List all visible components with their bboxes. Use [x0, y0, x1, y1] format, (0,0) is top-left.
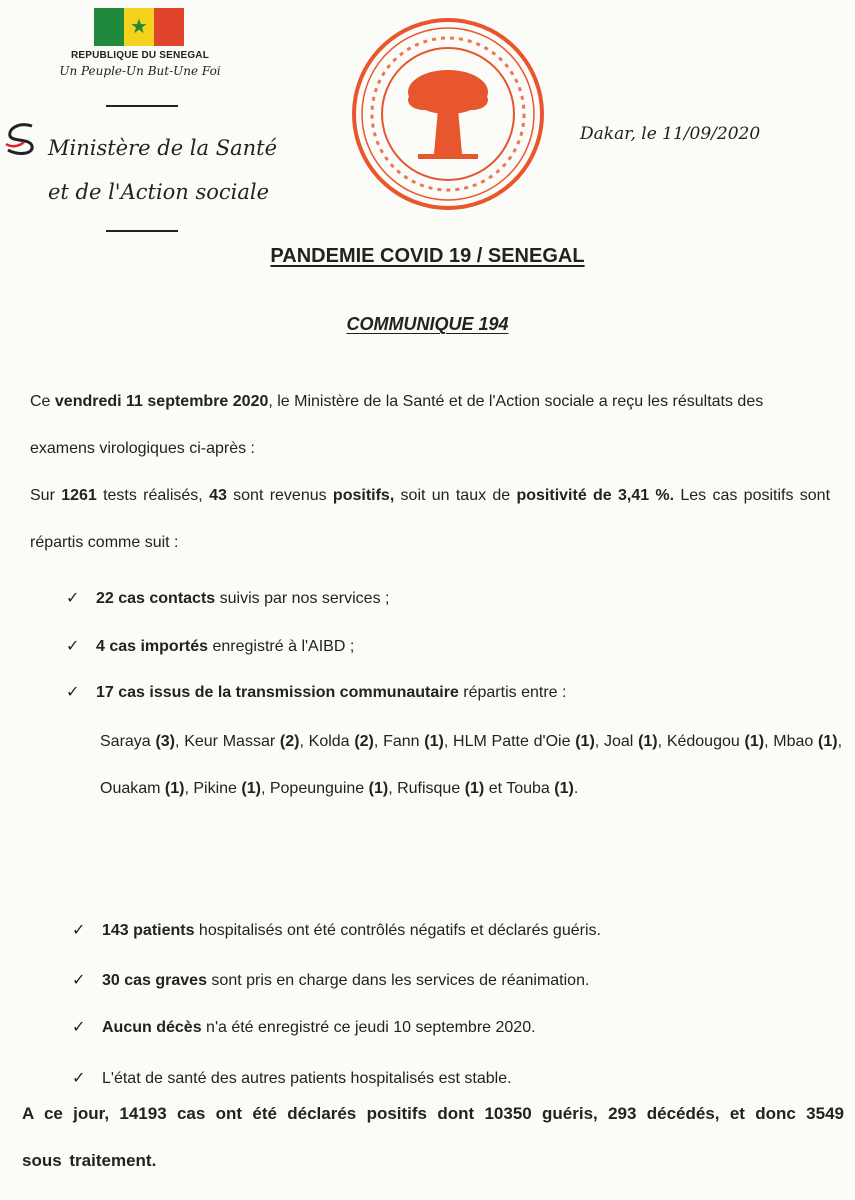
- check-icon: ✓: [66, 636, 80, 655]
- ministry-name: [48, 126, 277, 214]
- location-name: Rufisque: [397, 780, 461, 797]
- location-count: (1): [554, 780, 574, 797]
- location-count: (3): [155, 733, 175, 750]
- location-item: [100, 780, 193, 797]
- check-icon: ✓: [72, 920, 86, 939]
- location-item: [773, 733, 842, 750]
- ministry-logo-icon: [2, 120, 42, 158]
- location-separator: ,: [184, 780, 194, 797]
- bullet-cured-patients: ✓ 143 patients hospitalisés ont été contrôlés négatifs et déclarés guéris.: [72, 918, 601, 943]
- bullet-deaths: ✓ Aucun décès n'a été enregistré ce jeudi 10 septembre 2020.: [72, 1015, 536, 1040]
- location-name: Kolda: [308, 733, 350, 750]
- location-item: [397, 780, 506, 797]
- location-separator: ,: [594, 733, 604, 750]
- check-icon: ✓: [72, 1068, 86, 1087]
- ministry-divider: [106, 230, 178, 232]
- location-item: [604, 733, 667, 750]
- results-paragraph: Sur 1261 tests réalisés, 43 sont revenus positifs, soit un taux de positivité de 3,41 %. Les cas positifs sont répartis comme suit :: [30, 487, 831, 551]
- location-separator: ,: [260, 780, 270, 797]
- senegal-flag: [94, 8, 184, 46]
- location-count: (1): [818, 733, 838, 750]
- location-name: Ouakam: [100, 780, 161, 797]
- location-item: [100, 733, 184, 750]
- ministry-line-2: et de l'Action sociale: [48, 180, 270, 204]
- location-separator: ,: [373, 733, 384, 750]
- bullet-severe-cases: ✓ 30 cas graves sont pris en charge dans les services de réanimation.: [72, 968, 589, 993]
- national-motto: Un Peuple-Un But-Une Foi: [59, 64, 221, 78]
- location-name: Pikine: [193, 780, 237, 797]
- location-separator: ,: [764, 733, 774, 750]
- location-count: (2): [279, 733, 300, 750]
- location-separator: et: [484, 780, 507, 797]
- location-name: Keur Massar: [184, 733, 276, 750]
- location-count: (1): [638, 733, 658, 750]
- document-date: Dakar, le 11/09/2020: [580, 124, 761, 144]
- check-icon: ✓: [72, 1017, 86, 1036]
- location-name: Touba: [506, 780, 550, 797]
- location-count: (1): [164, 780, 185, 797]
- bullet-community-cases: ✓ 17 cas issus de la transmission communautaire répartis entre :: [66, 680, 566, 705]
- header-divider: [106, 105, 178, 107]
- location-name: Mbao: [773, 733, 814, 750]
- summary-totals: A ce jour, 14193 cas ont été déclarés positifs dont 10350 guéris, 293 décédés, et donc 3549 sous traitement.: [22, 1104, 844, 1170]
- ministry-line-1: Ministère de la Santé: [48, 136, 278, 160]
- locations-list: [100, 718, 842, 812]
- communique-number: COMMUNIQUE 194: [346, 314, 509, 334]
- bullet-contact-cases: ✓ 22 cas contacts suivis par nos services ;: [66, 586, 389, 611]
- location-separator: ,: [657, 733, 667, 750]
- location-count: (1): [464, 780, 485, 797]
- document-title: PANDEMIE COVID 19 / SENEGAL: [270, 245, 585, 267]
- location-separator: ,: [388, 780, 398, 797]
- location-item: [383, 733, 453, 750]
- intro-paragraph: Ce vendredi 11 septembre 2020, le Ministère de la Santé et de l'Action sociale a reçu les résultats des examens virologiques ci-après :: [30, 393, 764, 457]
- check-icon: ✓: [72, 970, 86, 989]
- check-icon: ✓: [66, 682, 80, 701]
- location-item: [309, 733, 383, 750]
- location-count: (1): [368, 780, 389, 797]
- location-name: Popeunguine: [269, 780, 365, 797]
- location-count: (1): [424, 733, 444, 750]
- location-count: (1): [575, 733, 595, 750]
- location-name: Saraya: [100, 733, 151, 750]
- location-item: [506, 780, 578, 797]
- location-item: [453, 733, 604, 750]
- official-stamp: [348, 14, 548, 214]
- location-name: Kédougou: [666, 733, 740, 750]
- location-count: (1): [744, 733, 765, 750]
- location-count: (1): [241, 780, 261, 797]
- location-item: [270, 780, 397, 797]
- location-separator: ,: [175, 733, 185, 750]
- bullet-stable-patients: ✓ L'état de santé des autres patients hospitalisés est stable.: [72, 1066, 512, 1091]
- location-separator: ,: [443, 733, 454, 750]
- location-item: [184, 733, 308, 750]
- location-name: Joal: [603, 733, 634, 750]
- location-item: [667, 733, 773, 750]
- bullet-imported-cases: ✓ 4 cas importés enregistré à l'AIBD ;: [66, 634, 354, 659]
- location-item: [193, 780, 269, 797]
- location-name: HLM Patte d'Oie: [453, 733, 571, 750]
- location-separator: .: [573, 780, 579, 797]
- location-separator: ,: [299, 733, 309, 750]
- location-count: (2): [354, 733, 374, 750]
- location-separator: ,: [837, 733, 843, 750]
- republic-name: REPUBLIQUE DU SENEGAL: [70, 50, 210, 61]
- location-name: Fann: [383, 733, 420, 750]
- check-icon: ✓: [66, 588, 80, 607]
